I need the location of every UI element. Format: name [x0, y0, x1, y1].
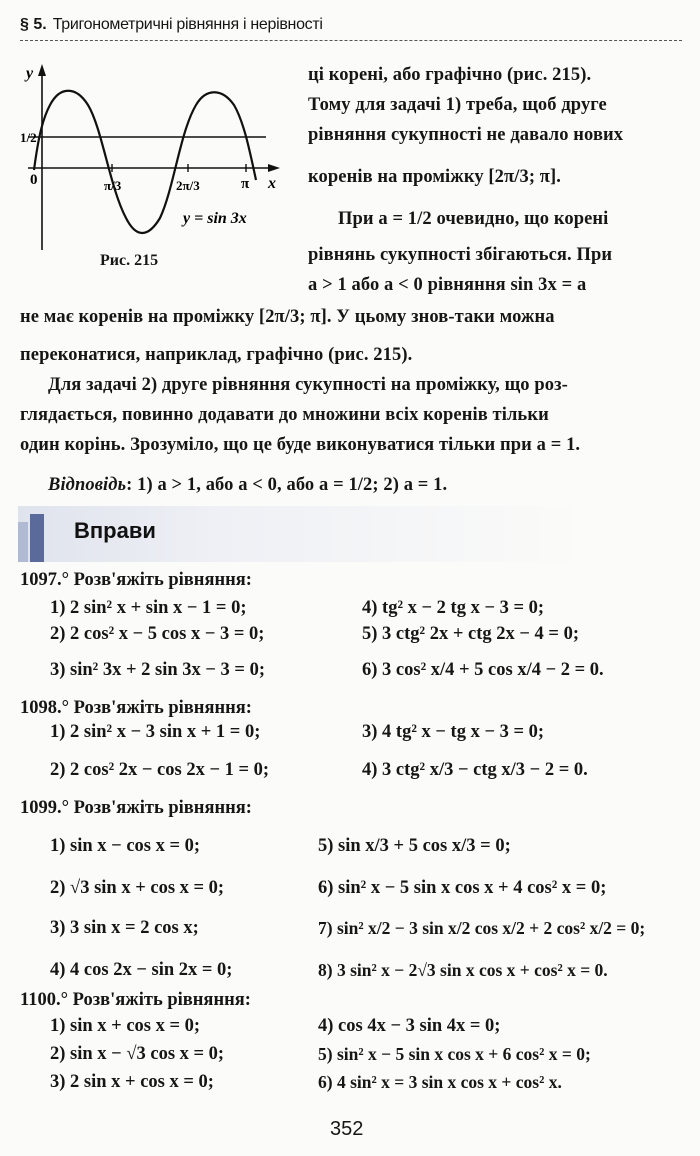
- text-line: коренів на проміжку [2π/3; π].: [308, 167, 562, 187]
- exercise-item: 4) 3 ctg² x/3 − ctg x/3 − 2 = 0.: [362, 760, 588, 780]
- x-axis-arrow: [268, 164, 280, 172]
- exercise-heading: 1098.° Розв'яжіть рівняння:: [20, 698, 252, 718]
- exercise-item: 1) 2 sin² x − 3 sin x + 1 = 0;: [50, 722, 261, 742]
- exercise-heading: 1097.° Розв'яжіть рівняння:: [20, 570, 252, 590]
- exercise-item: 5) sin x/3 + 5 cos x/3 = 0;: [318, 836, 511, 856]
- exercise-item: 1) sin x − cos x = 0;: [50, 836, 201, 856]
- text-line: Тому для задачі 1) треба, щоб друге: [308, 95, 607, 115]
- tick-label-2pi3: 2π/3: [176, 178, 200, 193]
- exercise-item: 3) 4 tg² x − tg x − 3 = 0;: [362, 722, 545, 742]
- exercise-heading: 1099.° Розв'яжіть рівняння:: [20, 798, 252, 818]
- text-line: переконатися, наприклад, графічно (рис. 215).: [20, 345, 413, 365]
- section-number: § 5.: [20, 16, 47, 33]
- body-text: [20, 302, 682, 500]
- half-label: 1/2: [20, 130, 37, 145]
- text-line: При a = 1/2 очевидно, що корені: [338, 209, 609, 229]
- exercise-item: 2) sin x − √3 cos x = 0;: [50, 1044, 225, 1064]
- text-line: рівняння сукупності не давало нових: [308, 125, 624, 145]
- x-axis-label: x: [268, 175, 276, 192]
- header-decor: [18, 522, 28, 562]
- section-title: Тригонометричні рівняння і нерівності: [52, 16, 323, 33]
- exercise-item: 7) sin² x/2 − 3 sin x/2 cos x/2 + 2 cos² x/2 = 0;: [318, 918, 646, 938]
- exercise-item: 2) √3 sin x + cos x = 0;: [50, 878, 225, 898]
- exercise-item: 2) 2 cos² 2x − cos 2x − 1 = 0;: [50, 760, 270, 780]
- origin-label: 0: [30, 172, 38, 188]
- exercise-item: 5) 3 ctg² 2x + ctg 2x − 4 = 0;: [362, 624, 579, 644]
- text-line: глядається, повинно додавати до множини всіх коренів тільки: [20, 405, 549, 425]
- y-axis-arrow: [38, 64, 46, 76]
- exercise-item: 3) 3 sin x = 2 cos x;: [50, 918, 199, 938]
- text-line: один корінь. Зрозуміло, що це буде виконуватися тільки при a = 1.: [20, 435, 581, 455]
- answer-line: [20, 470, 682, 500]
- function-label: y = sin 3x: [183, 210, 247, 227]
- answer-label: Відповідь: [48, 475, 127, 495]
- exercise-item: 6) sin² x − 5 sin x cos x + 4 cos² x = 0;: [318, 878, 607, 898]
- page-header: [20, 10, 682, 41]
- exercise-item: 4) cos 4x − 3 sin 4x = 0;: [318, 1016, 501, 1036]
- right-column-text: [308, 60, 683, 300]
- y-axis-label: y: [26, 65, 34, 82]
- exercise-item: 6) 3 cos² x/4 + 5 cos x/4 − 2 = 0.: [362, 660, 604, 680]
- exercise-item: 3) sin² 3x + 2 sin 3x − 3 = 0;: [50, 660, 265, 680]
- exercise-item: 6) 4 sin² x = 3 sin x cos x + cos² x.: [318, 1072, 562, 1092]
- exercise-item: 1) 2 sin² x + sin x − 1 = 0;: [50, 598, 247, 618]
- text-line: ці корені, або графічно (рис. 215).: [308, 65, 592, 85]
- figure-caption: Рис. 215: [100, 252, 159, 269]
- page-number: 352: [330, 1118, 364, 1140]
- tick-label-pi: π: [241, 176, 250, 192]
- text-line: не має коренів на проміжку [2π/3; π]. У цьому знов-таки можна: [20, 307, 555, 327]
- exercise-item: 8) 3 sin² x − 2√3 sin x cos x + cos² x = 0.: [318, 960, 608, 980]
- exercise-item: 4) tg² x − 2 tg x − 3 = 0;: [362, 598, 545, 618]
- exercise-item: 5) sin² x − 5 sin x cos x + 6 cos² x = 0;: [318, 1044, 591, 1064]
- text-line: a > 1 або a < 0 рівняння sin 3x = a: [308, 275, 587, 295]
- tick-label-pi3: π/3: [104, 178, 122, 193]
- exercise-item: 4) 4 cos 2x − sin 2x = 0;: [50, 960, 233, 980]
- exercise-item: 3) 2 sin x + cos x = 0;: [50, 1072, 214, 1092]
- exercise-heading: 1100.° Розв'яжіть рівняння:: [20, 990, 251, 1010]
- exercise-item: 2) 2 cos² x − 5 cos x − 3 = 0;: [50, 624, 265, 644]
- text-line: рівнянь сукупності збігаються. При: [308, 245, 613, 265]
- exercise-item: 1) sin x + cos x = 0;: [50, 1016, 201, 1036]
- answer-text: : 1) a > 1, або a < 0, або a = 1/2; 2) a = 1.: [126, 475, 448, 495]
- header-decor: [30, 514, 44, 562]
- text-line: Для задачі 2) друге рівняння сукупності на проміжку, що роз-: [48, 375, 568, 395]
- exercises-header: [18, 506, 682, 562]
- exercises-title: Вправи: [74, 518, 156, 543]
